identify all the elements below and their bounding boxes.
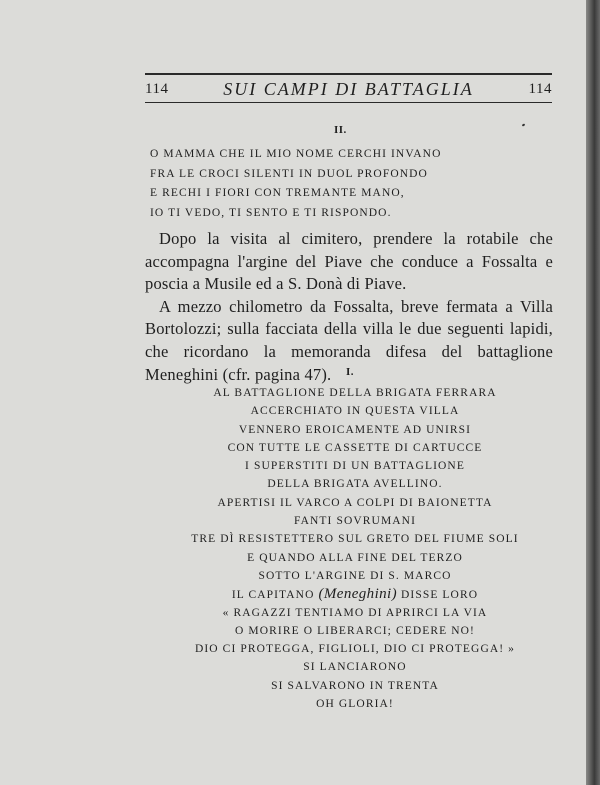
paragraph: Dopo la visita al cimitero, prendere la rotabile che accompagna l'argine del Piave che conduce a Fossalta e poscia a Musile ed a S. Donà di Piave. [145, 229, 553, 294]
inscription-line: O MORIRE O LIBERARCI; CEDERE NO! [235, 624, 475, 637]
inscription-line: OH GLORIA! [316, 698, 394, 711]
epitaph-verse [150, 145, 480, 223]
epitaph-numeral: II. [334, 124, 347, 136]
verse-line: E RECHI I FIORI CON TREMANTE MANO, [150, 187, 405, 199]
inscription-line: SI SALVARONO IN TRENTA [271, 679, 439, 692]
header-rule-bottom [145, 102, 552, 103]
paragraph: A mezzo chilometro da Fossalta, breve fermata a Villa Bortolozzi; sulla facciata della villa le due seguenti lapidi, che ricordano la memoranda difesa del battaglione Meneghini (cfr. pagina 47). [145, 296, 553, 384]
inscription-line: ACCERCHIATO IN QUESTA VILLA [250, 405, 460, 418]
inscription-line: AL BATTAGLIONE DELLA BRIGATA FERRARA [213, 387, 497, 399]
body-text [145, 228, 553, 386]
capitano-name: (Meneghini) [318, 586, 398, 603]
capitano-pre: IL CAPITANO [231, 589, 319, 602]
lapide-inscription [190, 384, 520, 713]
verse-line: IO TI VEDO, TI SENTO E TI RISPONDO. [150, 206, 392, 219]
header-rule-top [145, 73, 552, 75]
ink-speck [522, 123, 526, 126]
lapide-numeral: I. [346, 366, 355, 378]
capitano-post: DISSE LORO [397, 589, 479, 602]
inscription-line: TRE DÌ RESISTETTERO SUL GRETO DEL FIUME SOLI [191, 533, 519, 546]
running-title: SUI CAMPI DI BATTAGLIA [223, 78, 474, 99]
verse-line: O MAMMA CHE IL MIO NOME CERCHI INVANO [150, 148, 442, 160]
inscription-line: DIO CI PROTEGGA, FIGLIOLI, DIO CI PROTEGGA! » [194, 643, 516, 656]
inscription-line-capitano [190, 585, 520, 603]
inscription-line: I SUPERSTITI DI UN BATTAGLIONE [245, 460, 465, 473]
page-number-left: 114 [145, 80, 169, 97]
page-number-right: 114 [528, 80, 552, 97]
inscription-line: DELLA BRIGATA AVELLINO. [267, 478, 443, 491]
inscription-line: VENNERO EROICAMENTE AD UNIRSI [238, 423, 472, 436]
binding-edge [586, 0, 600, 785]
inscription-line: E QUANDO ALLA FINE DEL TERZO [247, 551, 463, 564]
verse-line: FRA LE CROCI SILENTI IN DUOL PROFONDO [150, 167, 428, 180]
running-header [145, 78, 552, 100]
inscription-line: CON TUTTE LE CASSETTE DI CARTUCCE [227, 441, 483, 454]
inscription-line: FANTI SOVRUMANI [293, 515, 417, 528]
inscription-line: SI LANCIARONO [303, 661, 407, 674]
inscription-line: SOTTO L'ARGINE DI S. MARCO [258, 569, 452, 582]
inscription-line: APERTISI IL VARCO A COLPI DI BAIONETTA [217, 496, 493, 509]
inscription-line: « RAGAZZI TENTIAMO DI APRIRCI LA VIA [222, 606, 488, 619]
